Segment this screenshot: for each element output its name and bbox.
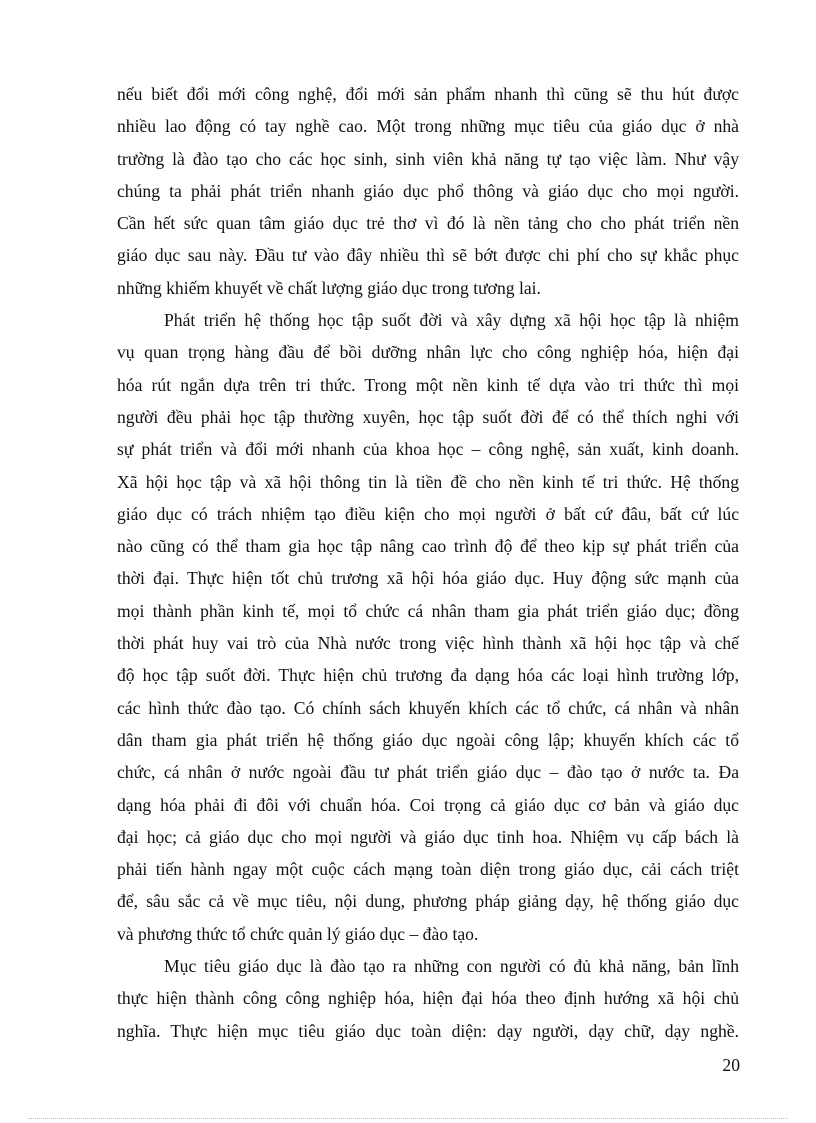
text-line: phải tiến hành ngay một cuộc cách mạng toàn diện trong giáo dục, cải cách triệt xyxy=(117,859,739,880)
text-line: thời phát huy vai trò của Nhà nước trong việc hình thành xã hội học tập và chế xyxy=(117,633,739,654)
text-line: thực hiện thành công công nghiệp hóa, hiện đại hóa theo định hướng xã hội chủ xyxy=(117,988,739,1009)
text-line: hóa rút ngắn dựa trên tri thức. Trong một nền kinh tế dựa vào tri thức thì mọi xyxy=(117,374,739,395)
text-line: sự phát triển và đổi mới nhanh của khoa học – công nghệ, sản xuất, kinh doanh. xyxy=(117,439,739,460)
text-line: Cần hết sức quan tâm giáo dục trẻ thơ vì đó là nền tảng cho cho phát triển nền xyxy=(117,213,739,234)
paragraph-1 xyxy=(117,78,739,304)
text-line: chức, cá nhân ở nước ngoài đầu tư phát triển giáo dục – đào tạo ở nước ta. Đa xyxy=(117,762,739,783)
text-line: người đều phải học tập thường xuyên, học tập suốt đời để có thể thích nghi với xyxy=(117,406,739,427)
paragraph-3 xyxy=(117,950,739,1047)
body-text xyxy=(117,78,739,1047)
text-line: đại học; cả giáo dục cho mọi người và giáo dục tinh hoa. Nhiệm vụ cấp bách là xyxy=(117,826,739,847)
text-line: mọi thành phần kinh tế, mọi tổ chức cá nhân tham gia phát triển giáo dục; đồng xyxy=(117,600,739,621)
text-line: Mục tiêu giáo dục là đào tạo ra những con người có đủ khả năng, bản lĩnh xyxy=(164,956,739,977)
text-line: Xã hội học tập và xã hội thông tin là tiền đề cho nền kinh tế tri thức. Hệ thống xyxy=(117,471,739,492)
text-line: Phát triển hệ thống học tập suốt đời và xây dựng xã hội học tập là nhiệm xyxy=(164,310,739,331)
text-line: những khiếm khuyết về chất lượng giáo dục trong tương lai. xyxy=(117,277,541,298)
page-bottom-divider xyxy=(28,1118,788,1119)
text-line: dân tham gia phát triển hệ thống giáo dục ngoài công lập; khuyến khích các tổ xyxy=(117,729,739,750)
page-number: 20 xyxy=(722,1055,740,1075)
paragraph-2 xyxy=(117,304,739,950)
text-line: để, sâu sắc cả về mục tiêu, nội dung, phương pháp giảng dạy, hệ thống giáo dục xyxy=(117,891,739,912)
text-line: chúng ta phải phát triển nhanh giáo dục phổ thông và giáo dục cho mọi người. xyxy=(117,180,739,201)
text-line: giáo dục sau này. Đầu tư vào đây nhiều thì sẽ bớt được chi phí cho sự khắc phục xyxy=(117,245,739,266)
text-line: trường là đào tạo cho các học sinh, sinh viên khả năng tự tạo việc làm. Như vậy xyxy=(117,148,739,169)
text-line: nào cũng có thể tham gia học tập nâng cao trình độ để theo kịp sự phát triển của xyxy=(117,536,739,557)
text-line: các hình thức đào tạo. Có chính sách khuyến khích các tổ chức, cá nhân và nhân xyxy=(117,697,739,718)
text-line: vụ quan trọng hàng đầu để bồi dưỡng nhân lực cho công nghiệp hóa, hiện đại xyxy=(117,342,739,363)
text-line: giáo dục có trách nhiệm tạo điều kiện cho mọi người ở bất cứ đâu, bất cứ lúc xyxy=(117,503,739,524)
text-line: và phương thức tổ chức quản lý giáo dục – đào tạo. xyxy=(117,923,479,944)
text-line: độ học tập suốt đời. Thực hiện chủ trương đa dạng hóa các loại hình trường lớp, xyxy=(117,665,739,686)
text-line: nhiều lao động có tay nghề cao. Một trong những mục tiêu của giáo dục ở nhà xyxy=(117,116,739,137)
text-line: thời đại. Thực hiện tốt chủ trương xã hội hóa giáo dục. Huy động sức mạnh của xyxy=(117,568,739,589)
text-line: nếu biết đổi mới công nghệ, đổi mới sản phẩm nhanh thì cũng sẽ thu hút được xyxy=(117,84,739,104)
text-line: nghĩa. Thực hiện mục tiêu giáo dục toàn diện: dạy người, dạy chữ, dạy nghề. xyxy=(117,1020,739,1041)
text-line: dạng hóa phải đi đôi với chuẩn hóa. Coi trọng cả giáo dục cơ bản và giáo dục xyxy=(117,794,739,815)
